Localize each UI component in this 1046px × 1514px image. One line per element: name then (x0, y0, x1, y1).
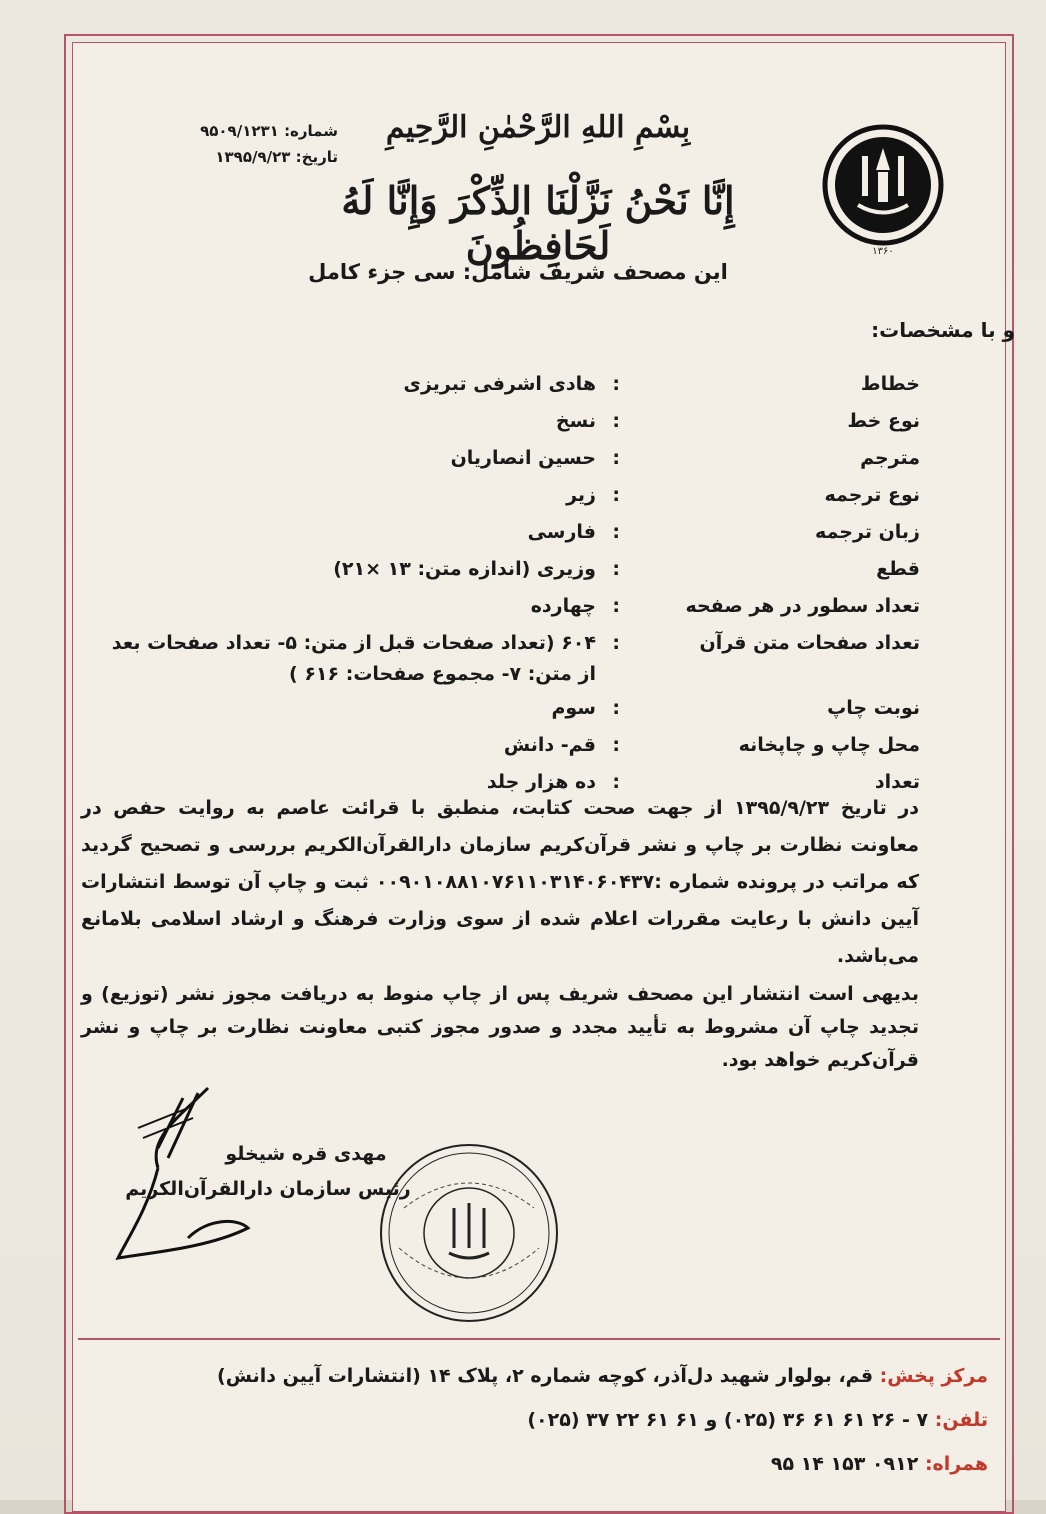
document-content (78, 48, 1015, 1488)
phone-label: تلفن: (934, 1409, 988, 1431)
spec-row (60, 551, 920, 588)
specs-list (60, 366, 920, 801)
spec-value: چهارده (530, 595, 596, 617)
logo-year: ۱۳۶۰ (872, 246, 894, 257)
date-label: تاریخ: (295, 148, 338, 166)
spec-label: محل چاپ و چاپخانه (738, 734, 920, 756)
spec-value: زیر (566, 484, 596, 506)
spec-row (60, 403, 920, 440)
spec-label: تعداد (874, 771, 920, 793)
mobile-number: ۰۹۱۲ ۱۵۳ ۱۴ ۹۵ (770, 1453, 919, 1475)
spec-label: نوع ترجمه (824, 484, 920, 506)
spec-value: قم- دانش (503, 734, 596, 756)
spec-label: قطع (876, 558, 920, 580)
reference-number (138, 118, 338, 144)
spec-label: زبان ترجمه (815, 521, 920, 543)
spec-separator: : (612, 734, 620, 756)
official-seal-icon (374, 1138, 564, 1328)
specs-heading: و با مشخصات: (871, 318, 1015, 342)
phone-row (78, 1398, 988, 1442)
spec-label: تعداد سطور در هر صفحه (685, 595, 920, 617)
spec-label: مترجم (860, 447, 920, 469)
spec-label: تعداد صفحات متن قرآن (699, 632, 920, 654)
signatory-title: رئیس سازمان دارالقرآن‌الکریم (125, 1178, 411, 1200)
mobile-label: همراه: (924, 1453, 988, 1475)
spec-value: هادی اشرفی تبریزی (403, 373, 596, 395)
basmala: بِسْمِ اللهِ الرَّحْمٰنِ الرَّحِیمِ (385, 110, 691, 145)
spec-value: سوم (551, 697, 596, 719)
spec-value: نسخ (555, 410, 596, 432)
number-value: ۹۵۰۹/۱۲۳۱ (200, 122, 279, 140)
signatory-name: مهدی قره شیخلو (225, 1143, 387, 1165)
spec-row (60, 690, 920, 727)
footer (78, 1354, 988, 1486)
spec-row (60, 514, 920, 551)
spec-label: خطاط (860, 373, 920, 395)
spec-separator: : (612, 373, 620, 395)
spec-separator: : (612, 558, 620, 580)
spec-value: حسین انصاریان (450, 447, 596, 469)
spec-separator: : (612, 410, 620, 432)
date-value: ۱۳۹۵/۹/۲۳ (215, 148, 291, 166)
spec-value: ۶۰۴ (تعداد صفحات قبل از متن: ۵- تعداد صفحات بعد از متن: ۷- مجموع صفحات: ۶۱۶ ) (111, 632, 596, 685)
approval-paragraph: در تاریخ ۱۳۹۵/۹/۲۳ از جهت صحت کتابت، منطبق با قرائت عاصم به روایت حفص در معاونت نظارت بر چاپ و نشر قرآن‌کریم سازمان دارالقرآن‌الکریم بررسی و تصحیح گردید که مراتب در پرونده شماره :۰۰۹۰۱۰۸۸۱۰۷۶۱۱۰۳۱۴۰۶۰۴۳۷ ثبت و چاپ آن توسط انتشارات آیین دانش با رعایت مقررات اعلام شده از سوی وزارت فرهنگ و ارشاد اسلامی بلامانع می‌باشد. (81, 797, 920, 967)
spec-row (60, 588, 920, 625)
spec-separator: : (612, 697, 620, 719)
center-address: قم، بولوار شهید دل‌آذر، کوچه شماره ۲، پلاک ۱۴ (انتشارات آیین دانش) (217, 1365, 874, 1387)
conditions-paragraph: بدیهی است انتشار این مصحف شریف پس از چاپ منوط به دریافت مجوز نشر (توزیع) و تجدید چاپ آن مشروط به تأیید مجدد و صدور مجوز کتبی معاونت نظارت بر چاپ و نشر قرآن‌کریم خواهد بود. (81, 983, 919, 1071)
number-label: شماره: (284, 122, 338, 140)
spec-row (60, 625, 920, 690)
quran-verse: إِنَّا نَحْنُ نَزَّلْنَا الذِّكْرَ وَإِنَّا لَهُ لَحَافِظُونَ (341, 178, 735, 268)
spec-label: نوبت چاپ (827, 697, 920, 719)
spec-row (60, 477, 920, 514)
spec-separator: : (612, 484, 620, 506)
distribution-center (78, 1354, 988, 1398)
reference-date (138, 144, 338, 170)
headline: این مصحف شریف شامل: سی جزء کامل (308, 260, 728, 284)
spec-row (60, 366, 920, 403)
spec-separator: : (612, 521, 620, 543)
spec-row (60, 727, 920, 764)
spec-value: وزیری (اندازه متن: ۱۳ ×۲۱) (333, 558, 596, 580)
phone-numbers: ۷ - ۲۶ ۶۱ ۶۱ ۳۶ (۰۲۵) و ۶۱ ۶۱ ۲۲ ۳۷ (۰۲۵) (527, 1409, 929, 1431)
footer-divider (78, 1338, 1000, 1340)
spec-separator: : (612, 447, 620, 469)
spec-value: فارسی (527, 521, 596, 543)
center-label: مرکز پخش: (879, 1365, 988, 1387)
spec-value: ده هزار جلد (486, 771, 596, 793)
mobile-row (78, 1442, 988, 1486)
spec-separator: : (612, 632, 620, 654)
reference-box (138, 118, 338, 170)
organization-logo-icon (818, 110, 948, 260)
spec-row (60, 440, 920, 477)
spec-label: نوع خط (847, 410, 920, 432)
spec-separator: : (612, 771, 620, 793)
spec-separator: : (612, 595, 620, 617)
